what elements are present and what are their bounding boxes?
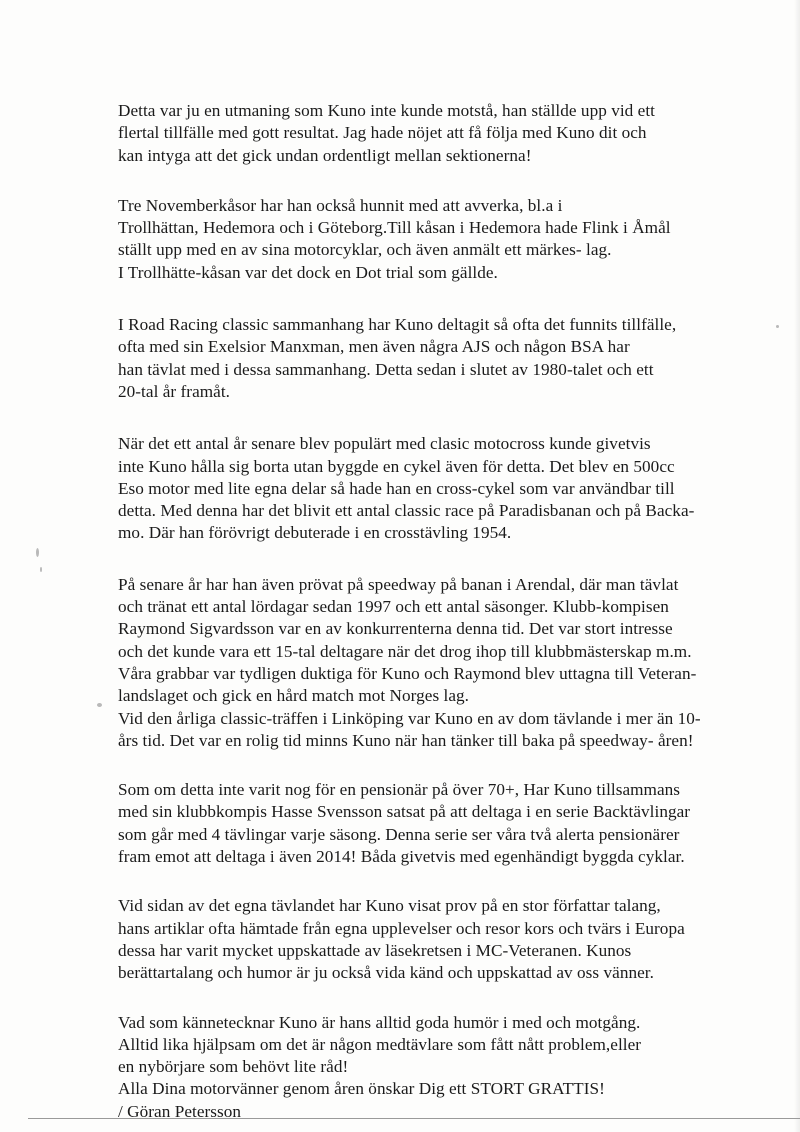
text-line: På senare år har han även prövat på speedway på banan i Arendal, där man tävlat xyxy=(118,574,679,594)
text-line: Alltid lika hjälpsam om det är någon medtävlare som fått nått problem,eller xyxy=(118,1034,642,1054)
scan-edge-shadow xyxy=(794,0,800,1132)
text-line: detta. Med denna har det blivit ett antal classic race på Paradisbanan och på Backa- xyxy=(118,501,695,521)
text-line: hans artiklar ofta hämtade från egna upplevelser och resor kors och tvärs i Europa xyxy=(118,918,685,938)
text-line: landslaget och gick en hård match mot Norges lag. xyxy=(118,686,470,706)
text-line: som går med 4 tävlingar varje säsong. Denna serie ser våra två alerta pensionärer xyxy=(118,824,680,844)
paragraph-november-kasor xyxy=(118,195,768,284)
letter-body xyxy=(118,100,768,1123)
text-line: Vid sidan av det egna tävlandet har Kuno visat prov på en stor författar talang, xyxy=(118,896,661,916)
text-line: Som om detta inte varit nog för en pensionär på över 70+, Har Kuno tillsammans xyxy=(118,780,681,800)
text-line: dessa har varit mycket uppskattade av läsekretsen i MC-Veteranen. Kunos xyxy=(118,940,632,960)
paragraph-gap xyxy=(118,868,768,895)
paragraph-gap xyxy=(118,752,768,779)
text-line: Trollhättan, Hedemora och i Göteborg.Till kåsan i Hedemora hade Flink i Åmål xyxy=(118,218,671,238)
paragraph-trial-competition xyxy=(118,100,768,167)
text-line: med sin klubbkompis Hasse Svensson satsat på att deltaga i en serie Backtävlingar xyxy=(118,802,691,822)
text-line: flertal tillfälle med gott resultat. Jag hade nöjet att få följa med Kuno dit och xyxy=(118,123,647,143)
text-line: Raymond Sigvardsson var en av konkurrenterna denna tid. Det var stort intresse xyxy=(118,619,673,639)
text-line: berättartalang och humor är ju också vida känd och uppskattad av oss vänner. xyxy=(118,963,654,983)
scan-speck xyxy=(97,703,102,707)
text-line: han tävlat med i dessa sammanhang. Detta sedan i slutet av 1980-talet och ett xyxy=(118,359,654,379)
text-line: 20-tal år framåt. xyxy=(118,381,231,401)
text-line: mo. Där han förövrigt debuterade i en crosstävling 1954. xyxy=(118,523,512,543)
text-line: ofta med sin Exelsior Manxman, men även några AJS och någon BSA har xyxy=(118,337,630,357)
signature-line: / Göran Petersson xyxy=(118,1101,242,1121)
text-line: Eso motor med lite egna delar så hade han en cross-cykel som var användbar till xyxy=(118,478,675,498)
paragraph-classic-motocross xyxy=(118,433,768,544)
paragraph-gap xyxy=(118,167,768,195)
text-line: års tid. Det var en rolig tid minns Kuno när han tänker till baka på speedway- åren! xyxy=(118,730,694,750)
paragraph-gap xyxy=(118,284,768,314)
paragraph-backtavlingar xyxy=(118,779,768,868)
text-line: Tre Novemberkåsor har han också hunnit med att avverka, bl.a i xyxy=(118,195,563,215)
text-line: Alla Dina motorvänner genom åren önskar Dig ett STORT GRATTIS! xyxy=(118,1079,605,1099)
paragraph-author-talent xyxy=(118,895,768,984)
scan-speck xyxy=(36,548,39,557)
paragraph-gap xyxy=(118,545,768,574)
text-line: och det kunde vara ett 15-tal deltagare när det drog ihop till klubbmästerskap m.m. xyxy=(118,641,692,661)
paragraph-road-racing xyxy=(118,314,768,403)
text-line: en nybörjare som behövt lite råd! xyxy=(118,1057,349,1077)
text-line: I Trollhätte-kåsan var det dock en Dot trial som gällde. xyxy=(118,262,498,282)
text-line: I Road Racing classic sammanhang har Kuno deltagit så ofta det funnits tillfälle, xyxy=(118,315,677,335)
text-line: Vid den årliga classic-träffen i Linköping var Kuno en av dom tävlande i mer än 10- xyxy=(118,708,701,728)
text-line: och tränat ett antal lördagar sedan 1997 och ett antal säsonger. Klubb-kompisen xyxy=(118,597,669,617)
paragraph-closing-signature xyxy=(118,1012,768,1123)
text-line: kan intyga att det gick undan ordentligt mellan sektionerna! xyxy=(118,145,532,165)
paragraph-gap xyxy=(118,985,768,1012)
text-line: Vad som kännetecknar Kuno är hans alltid goda humör i med och motgång. xyxy=(118,1012,641,1032)
scan-speck xyxy=(776,325,779,328)
text-line: fram emot att deltaga i även 2014! Båda givetvis med egenhändigt byggda cyklar. xyxy=(118,847,685,867)
text-line: inte Kuno hålla sig borta utan byggde en cykel även för detta. Det blev en 500cc xyxy=(118,456,675,476)
paragraph-gap xyxy=(118,403,768,433)
text-line: Detta var ju en utmaning som Kuno inte kunde motstå, han ställde upp vid ett xyxy=(118,101,655,120)
paragraph-speedway xyxy=(118,574,768,752)
text-line: När det ett antal år senare blev populärt med clasic motocross kunde givetvis xyxy=(118,434,651,454)
text-line: Våra grabbar var tydligen duktiga för Kuno och Raymond blev uttagna till Veteran- xyxy=(118,663,697,683)
scan-speck xyxy=(40,567,42,572)
text-line: ställt upp med en av sina motorcyklar, och även anmält ett märkes- lag. xyxy=(118,240,612,260)
